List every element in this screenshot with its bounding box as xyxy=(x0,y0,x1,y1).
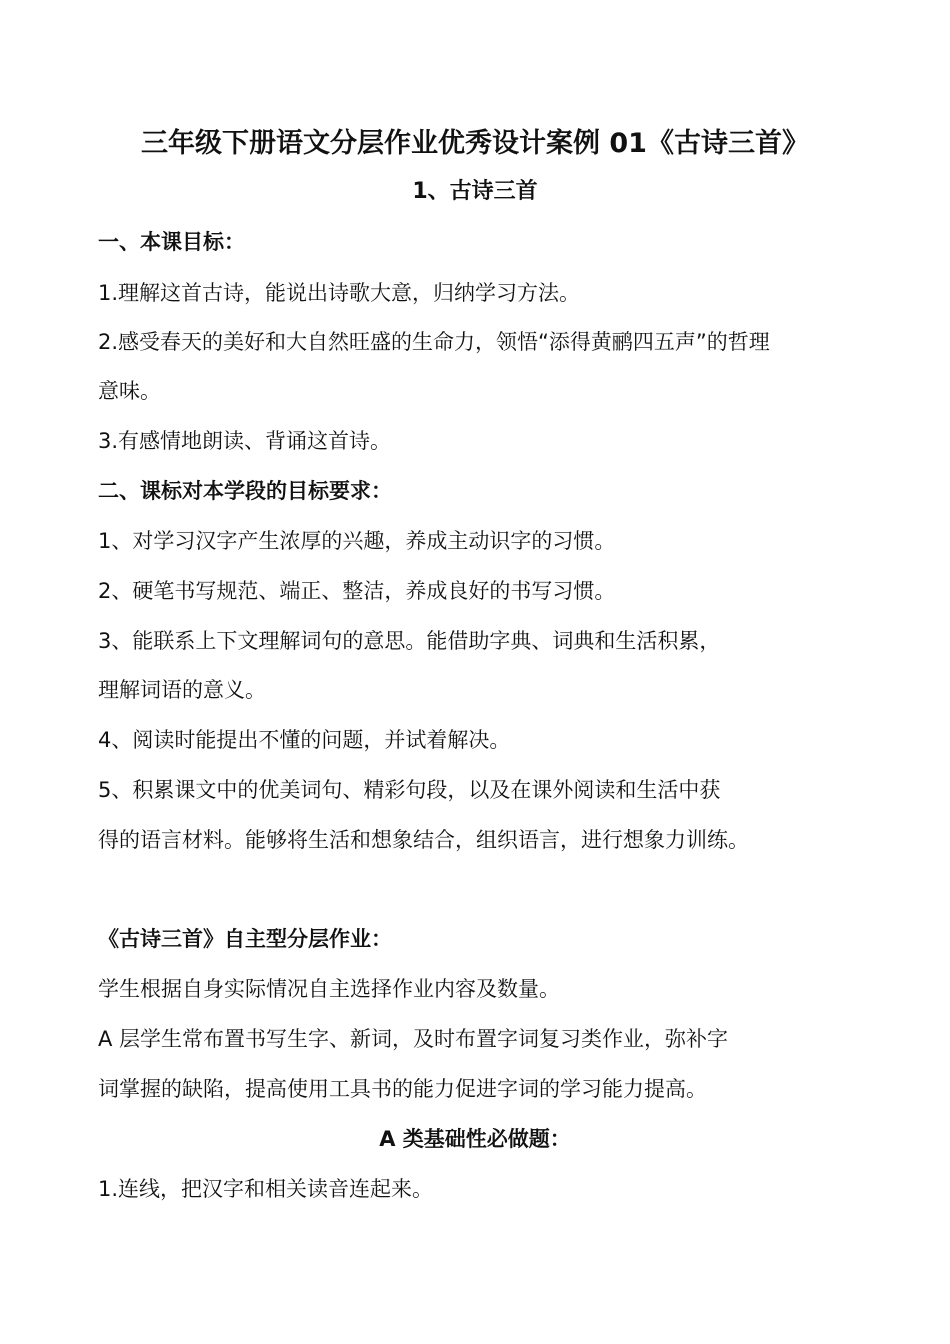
standard-item: 5、积累课文中的优美词句、精彩句段，以及在课外阅读和生活中获 xyxy=(98,778,721,802)
standard-item: 2、硬笔书写规范、端正、整洁，养成良好的书写习惯。 xyxy=(98,579,616,603)
document-title: 三年级下册语文分层作业优秀设计案例 01《古诗三首》 xyxy=(141,128,809,159)
section-heading-homework: 《古诗三首》自主型分层作业： xyxy=(98,927,392,951)
goal-item-continued: 意味。 xyxy=(98,379,161,403)
section-heading-goals: 一、本课目标： xyxy=(98,230,245,254)
goal-item: 2.感受春天的美好和大自然旺盛的生命力，领悟“添得黄鹂四五声”的哲理 xyxy=(98,330,770,354)
standard-item-continued: 理解词语的意义。 xyxy=(98,678,266,702)
section-heading-type-a: A 类基础性必做题： xyxy=(379,1127,571,1151)
goal-item: 1.理解这首古诗，能说出诗歌大意，归纳学习方法。 xyxy=(98,281,581,305)
homework-paragraph-continued: 词掌握的缺陷，提高使用工具书的能力促进字词的学习能力提高。 xyxy=(98,1077,707,1101)
section-heading-standards: 二、课标对本学段的目标要求： xyxy=(98,479,392,503)
standard-item: 4、阅读时能提出不懂的问题，并试着解决。 xyxy=(98,728,511,752)
goal-item: 3.有感情地朗读、背诵这首诗。 xyxy=(98,429,392,453)
standard-item: 1、对学习汉字产生浓厚的兴趣，养成主动识字的习惯。 xyxy=(98,529,616,553)
homework-paragraph: 学生根据自身实际情况自主选择作业内容及数量。 xyxy=(98,977,560,1001)
exercise-item: 1.连线，把汉字和相关读音连起来。 xyxy=(98,1177,434,1201)
standard-item: 3、能联系上下文理解词句的意思。能借助字典、词典和生活积累， xyxy=(98,629,721,653)
homework-paragraph: A 层学生常布置书写生字、新词，及时布置字词复习类作业，弥补字 xyxy=(98,1027,729,1051)
standard-item-continued: 得的语言材料。能够将生活和想象结合，组织语言，进行想象力训练。 xyxy=(98,828,749,852)
document-subtitle: 1、古诗三首 xyxy=(412,179,538,204)
